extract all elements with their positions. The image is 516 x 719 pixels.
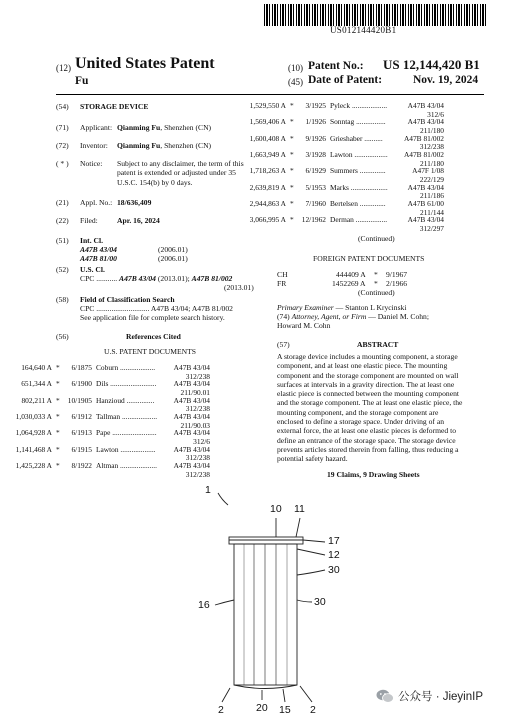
ref-class: A47B 43/04	[407, 182, 444, 192]
ref-class-2: 312/238	[419, 142, 444, 152]
ref-star: *	[56, 428, 60, 438]
code-72: (72)	[56, 141, 69, 150]
ref-class: A47B 81/002	[403, 149, 444, 159]
label-30b: 30	[314, 596, 326, 608]
ref-date: 1/1926	[305, 117, 326, 127]
ref-star: *	[56, 444, 60, 454]
foreign-heading: FOREIGN PATENT DOCUMENTS	[313, 254, 425, 263]
ref-name: Altman ....................	[96, 460, 157, 470]
applicant-label: Applicant:	[80, 123, 113, 132]
ref-star: *	[290, 198, 294, 208]
ref-star: *	[290, 215, 294, 225]
ref-class-2: 312/238	[185, 469, 210, 479]
intcl-ver-2: (2006.01)	[158, 254, 188, 263]
ref-number: 1,600,408 A	[249, 133, 286, 143]
ref-star: *	[56, 363, 60, 372]
intcl-ver-1: (2006.01)	[158, 245, 188, 254]
foreign-no-2: 1452269 A	[332, 279, 366, 288]
ref-class-2: 312/297	[419, 223, 444, 233]
label-12: 12	[328, 549, 340, 561]
foreign-date-1: 9/1967	[386, 270, 408, 279]
ref-date: 6/1929	[305, 166, 326, 176]
ref-number: 1,030,033 A	[15, 411, 52, 421]
label-2b: 2	[310, 704, 316, 716]
abstract-line: and the storage component. The at least one elastic piece, the	[277, 398, 463, 408]
ref-date: 5/1953	[305, 182, 326, 192]
abstract-line: potential safety hazard.	[277, 454, 348, 464]
label-10: 10	[270, 503, 282, 515]
claims-summary: 19 Claims, 9 Drawing Sheets	[327, 470, 420, 479]
ref-number: 2,639,819 A	[249, 182, 286, 192]
label-30a: 30	[328, 564, 340, 576]
ref-class-2: 211/180	[420, 126, 444, 136]
code-56: (56)	[56, 332, 69, 341]
ref-number: 164,640 A	[21, 363, 52, 372]
code-notice: ( * )	[56, 159, 69, 168]
abstract-heading: ABSTRACT	[357, 340, 399, 349]
ref-class: A47B 81/002	[403, 133, 444, 143]
ref-class: A47B 43/04	[407, 101, 444, 110]
abstract-body	[277, 352, 487, 464]
label-2a: 2	[218, 704, 224, 716]
intcl-class-1: A47B 43/04	[80, 245, 117, 254]
ref-date: 6/1913	[71, 428, 92, 438]
ref-number: 2,944,863 A	[249, 198, 286, 208]
ref-class-2: 211/180	[420, 158, 444, 168]
ref-class-2: 312/238	[185, 404, 210, 414]
ref-class: A47B 61/00	[407, 198, 444, 208]
fos-label: Field of Classification Search	[80, 295, 175, 304]
abstract-line: A storage device includes a mounting component, a storage	[277, 352, 458, 361]
abstract-line: prevents articles stored therein from falling, thus reducing a	[277, 444, 459, 454]
ref-class: A47B 43/04	[173, 460, 210, 470]
ref-star: *	[290, 117, 294, 127]
ref-name: Tallman ...................	[96, 411, 158, 421]
ref-name: Pape ........................	[96, 428, 157, 438]
label-20: 20	[256, 702, 268, 714]
appl-no: 18/636,409	[117, 198, 152, 207]
header-rule	[56, 94, 484, 95]
ref-name: Dils .........................	[96, 379, 157, 389]
ref-name: Hanzioud ...............	[96, 395, 155, 405]
inventor-value: Qianming Fu, Shenzhen (CN)	[117, 141, 212, 150]
ref-name: Marks ....................	[330, 182, 388, 192]
label-15: 15	[279, 704, 291, 716]
fos-line-1: CPC ............................ A47B 43/04; A47B 81/002	[80, 304, 233, 313]
foreign-star-1: *	[374, 270, 378, 279]
date-label: Date of Patent:	[308, 74, 383, 86]
code-57: (57)	[277, 340, 290, 349]
figure-drawing	[0, 480, 516, 719]
ref-number: 651,344 A	[21, 379, 52, 389]
ref-class: A47B 43/04	[407, 117, 444, 127]
ref-star: *	[290, 166, 294, 176]
code-22: (22)	[56, 216, 69, 225]
ref-date: 6/1912	[71, 411, 92, 421]
filed-date: Apr. 16, 2024	[117, 216, 160, 225]
ref-class: A47B 43/04	[173, 444, 210, 454]
abstract-line: define an entrance of the storage space. The storage device	[277, 435, 456, 445]
uscl-cpc2-ver: (2013.01)	[224, 283, 254, 292]
patent-no: US 12,144,420 B1	[383, 57, 480, 72]
ref-star: *	[56, 379, 60, 389]
ref-class-2: 312/238	[185, 371, 210, 381]
ref-class-2: 312/238	[185, 453, 210, 463]
applicant-value: Qianming Fu, Shenzhen (CN)	[117, 123, 212, 132]
attorney-2: Howard M. Cohn	[277, 321, 331, 330]
ref-class: A47B 43/04	[173, 379, 210, 389]
ref-date: 3/1925	[305, 101, 326, 110]
watermark	[376, 688, 483, 704]
ref-class-2: 211/186	[420, 191, 444, 201]
ref-name: Lawton ..................	[330, 149, 388, 159]
intcl-class-2: A47B 81/00	[80, 254, 117, 263]
ref-number: 1,663,949 A	[249, 149, 286, 159]
primary-examiner: Primary Examiner — Stanton L Krycinski	[277, 303, 407, 312]
code-21: (21)	[56, 198, 69, 207]
ref-class: A47F 1/08	[412, 166, 444, 176]
ref-number: 1,425,228 A	[15, 460, 52, 470]
ref-star: *	[290, 149, 294, 159]
us-docs-heading: U.S. PATENT DOCUMENTS	[104, 347, 196, 356]
ref-name: Lawton ...................	[96, 444, 156, 454]
inventor-short: Fu	[75, 75, 89, 87]
ref-class: A47B 43/04	[407, 215, 444, 225]
ref-date: 6/1900	[71, 379, 92, 389]
label-17: 17	[328, 535, 340, 547]
code-51: (51)	[56, 236, 69, 245]
notice-label: Notice:	[80, 159, 103, 168]
abstract-line: surfaces at intervals in a gravity direction. The at least one	[277, 379, 455, 389]
attorney: (74) Attorney, Agent, or Firm — Daniel M. Cohn;	[277, 312, 429, 321]
foreign-date-2: 2/1966	[386, 279, 408, 288]
intcl-label: Int. Cl.	[80, 236, 103, 245]
foreign-cc-2: FR	[277, 279, 287, 288]
ref-date: 7/1960	[305, 198, 326, 208]
label-11: 11	[294, 503, 305, 515]
ref-class: A47B 43/04	[173, 363, 210, 372]
ref-name: Coburn ...................	[96, 363, 156, 372]
ref-star: *	[56, 395, 60, 405]
abstract-line: enclosed to define a storage space. Under driving of an	[277, 417, 444, 427]
code-12: (12)	[56, 63, 71, 73]
ref-name: Sonntag ................	[330, 117, 386, 127]
ref-number: 1,529,550 A	[249, 101, 286, 110]
storage-body	[234, 544, 297, 685]
ref-class: A47B 43/04	[173, 395, 210, 405]
code-10: (10)	[288, 63, 303, 73]
patent-no-label: Patent No.:	[308, 60, 364, 72]
ref-name: Grieshaber ..........	[330, 133, 383, 143]
continued-2: (Continued)	[358, 288, 395, 297]
ref-star: *	[290, 182, 294, 192]
uscl-label: U.S. Cl.	[80, 265, 105, 274]
ref-date: 10/1905	[67, 395, 92, 405]
ref-date: 3/1928	[305, 149, 326, 159]
ref-name: Summers ..............	[330, 166, 386, 176]
ref-class-2: 222/129	[419, 175, 444, 184]
label-1: 1	[205, 484, 211, 496]
refs-label: References Cited	[126, 332, 181, 341]
abstract-line: mounting component, and the storage component are	[277, 407, 439, 417]
ref-date: 6/1875	[71, 363, 92, 372]
ref-number: 3,066,995 A	[249, 215, 286, 225]
mounting-plate	[229, 537, 303, 544]
inventor-label: Inventor:	[80, 141, 108, 150]
ref-name: Pyleck ...................	[330, 101, 388, 110]
code-54: (54)	[56, 102, 69, 111]
ref-star: *	[290, 101, 294, 110]
ref-number: 1,718,263 A	[249, 166, 286, 176]
ref-date: 12/1962	[301, 215, 326, 225]
patent-date: Nov. 19, 2024	[413, 74, 479, 86]
notice-text: Subject to any disclaimer, the term of this patent is extended or adjusted under 35 U.S.C. 154(b) by 0 days.	[117, 159, 244, 187]
ref-number: 1,569,406 A	[249, 117, 286, 127]
ref-star: *	[56, 411, 60, 421]
leader-1	[218, 493, 228, 505]
ref-class: A47B 43/04	[173, 411, 210, 421]
publication-number: US012144420B1	[330, 25, 397, 35]
filed-label: Filed:	[80, 216, 98, 225]
code-52: (52)	[56, 265, 69, 274]
abstract-line: external force, the at least one elastic pieces is deformed to	[277, 426, 457, 436]
ref-name: Bertelsen ..............	[330, 198, 386, 208]
abstract-line: elastic piece is connected between the mounting component	[277, 389, 459, 399]
foreign-no-1: 444409 A	[336, 270, 366, 279]
continued-1: (Continued)	[358, 234, 395, 243]
patent-title: United States Patent	[75, 55, 215, 72]
ref-number: 1,141,468 A	[15, 444, 52, 454]
ref-number: 1,064,928 A	[15, 428, 52, 438]
foreign-star-2: *	[374, 279, 378, 288]
invention-title: STORAGE DEVICE	[80, 102, 149, 111]
ref-class-2: 312/6	[193, 437, 210, 446]
uscl-cpc-line: CPC ........... A47B 43/04 (2013.01); A47B 81/002	[80, 274, 233, 283]
ref-date: 6/1915	[71, 444, 92, 454]
ref-class-2: 211/90.01	[180, 388, 210, 398]
wechat-icon	[376, 689, 394, 704]
ref-class-2: 211/90.03	[180, 420, 210, 430]
label-16: 16	[198, 599, 210, 611]
code-71: (71)	[56, 123, 69, 132]
ref-name: Derman .................	[330, 215, 388, 225]
appl-no-label: Appl. No.:	[80, 198, 113, 207]
watermark-text: 公众号 · JieyinIP	[398, 691, 483, 703]
ref-class: A47B 43/04	[173, 428, 210, 438]
ref-class-2: 312/6	[427, 109, 444, 119]
barcode	[264, 4, 486, 26]
abstract-line: component, and at least one elastic piece. The mounting	[277, 361, 448, 371]
code-45: (45)	[288, 77, 303, 87]
ref-date: 8/1922	[71, 460, 92, 470]
code-58: (58)	[56, 295, 69, 304]
abstract-line: component and the storage component are mounted on wall	[277, 370, 459, 380]
ref-star: *	[290, 133, 294, 143]
fos-line-2: See application file for complete search history.	[80, 313, 225, 322]
foreign-cc-1: CH	[277, 270, 288, 279]
ref-class-2: 211/144	[420, 207, 444, 217]
ref-star: *	[56, 460, 60, 470]
ref-number: 802,211 A	[21, 395, 52, 405]
ref-date: 9/1926	[305, 133, 326, 143]
